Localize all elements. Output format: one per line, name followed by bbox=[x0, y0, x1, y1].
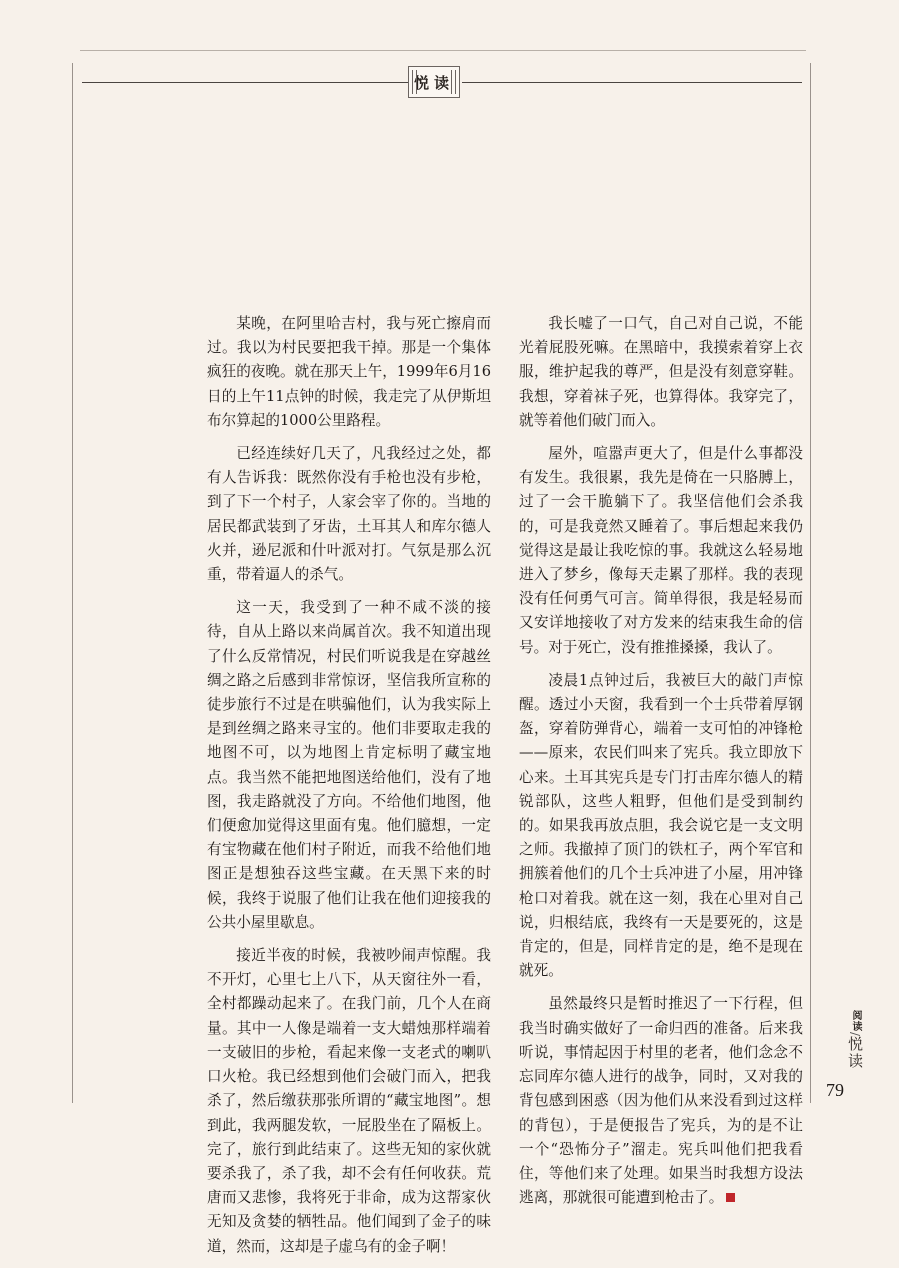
article-column-left bbox=[207, 312, 491, 1268]
magazine-masthead bbox=[826, 1010, 866, 1070]
left-border-rule bbox=[72, 63, 73, 1103]
section-badge bbox=[408, 66, 460, 98]
paragraph: 凌晨1点钟过后，我被巨大的敲门声惊醒。透过小天窗，我看到一个士兵带着厚钢盔，穿着防弹背心，端着一支可怕的冲锋枪——原来，农民们叫来了宪兵。我立即放下心来。土耳其宪兵是专门打击库尔德人的精锐部队，这些人粗野，但他们是受到制约的。如果我再放点胆，我会说它是一支文明之师。我撤掉了顶门的铁杠子，两个军官和拥簇着他们的几个士兵冲进了小屋，用冲锋枪口对着我。就在这一刻，我在心里对自己说，归根结底，我终有一天是要死的，这是肯定的，但是，同样肯定的是，绝不是现在就死。 bbox=[519, 671, 803, 980]
header-rule-left bbox=[82, 82, 408, 83]
paragraph-text: 虽然最终只是暂时推迟了一下行程，但我当时确实做好了一命归西的准备。后来我听说，事情起因于村里的老者，他们念念不忘同库尔德人进行的战争，同时，又对我的背包感到困惑（因为他们从来没看到过这样的背包），于是便报告了宪兵，为的是不让一个“恐怖分子”溜走。宪兵叫他们把我看住，等他们来了处理。如果当时我想方设法逃离，那就很可能遭到枪击了。 bbox=[519, 995, 803, 1207]
header-rule-right bbox=[462, 82, 802, 83]
paragraph: 这一天，我受到了一种不咸不淡的接待，自从上路以来尚属首次。我不知道出现了什么反常情况，村民们听说我是在穿越丝绸之路之后感到非常惊讶，坚信我所宣称的徒步旅行不过是在哄骗他们，认为我实际上是到丝绸之路来寻宝的。他们非要取走我的地图不可，以为地图上肯定标明了藏宝地点。我当然不能把地图送给他们，没有了地图，我走路就没了方向。不给他们地图，他们便愈加觉得这里面有鬼。他们臆想，一定有宝物藏在他们村子附近，而我不给他们地图正是想独吞这些宝藏。在天黑下来的时候，我终于说服了他们让我在他们迎接我的公共小屋里歇息。 bbox=[207, 599, 491, 931]
paragraph: 接近半夜的时候，我被吵闹声惊醒。我不开灯，心里七上八下，从天窗往外一看，全村都躁动起来了。在我门前，几个人在商量。其中一人像是端着一支大蜡烛那样端着一支破旧的步枪，看起来像一支老式的喇叭口火枪。我已经想到他们会破门而入，把我杀了，然后缴获那张所谓的“藏宝地图”。想到此，我两腿发软，一屁股坐在了隔板上。完了，旅行到此结束了。这些无知的家伙就要杀我了，杀了我，却不会有任何收获。荒唐而又悲惨，我将死于非命，成为这帮家伙无知及贪婪的牺牲品。他们闻到了金子的味道，然而，这却是子虚乌有的金子啊！ bbox=[207, 947, 491, 1255]
page-number: 79 bbox=[826, 1080, 844, 1100]
masthead-slash: / bbox=[848, 1032, 862, 1037]
masthead-small: 阅读 bbox=[850, 1010, 861, 1032]
paragraph: 某晚，在阿里哈吉村，我与死亡擦肩而过。我以为村民要把我干掉。那是一个集体疯狂的夜晚。就在那天上午，1999年6月16日的上午11点钟的时候，我走完了从伊斯坦布尔算起的1000公里路程。 bbox=[207, 315, 491, 429]
paragraph: 屋外，喧嚣声更大了，但是什么事都没有发生。我很累，我先是倚在一只胳膊上，过了一会干脆躺下了。我坚信他们会杀我的，可是我竟然又睡着了。事后想起来我仍觉得这是最让我吃惊的事。我就这么轻易地进入了梦乡，像每天走累了那样。我的表现没有任何勇气可言。简单得很，我是轻易而又安详地接收了对方发来的结束我生命的信号。对于死亡，没有推推搡搡，我认了。 bbox=[519, 445, 803, 656]
masthead-big: 悦读 bbox=[846, 1036, 864, 1071]
section-label: 悦读 bbox=[413, 73, 454, 92]
right-border-rule bbox=[810, 63, 811, 1103]
paragraph: 已经连续好几天了，凡我经过之处，都有人告诉我：既然你没有手枪也没有步枪，到了下一个村子，人家会宰了你的。当地的居民都武装到了牙齿，土耳其人和库尔德人火并，逊尼派和什叶派对打。气氛是那么沉重，带着逼人的杀气。 bbox=[207, 445, 491, 584]
top-rule bbox=[80, 50, 806, 51]
paragraph-last bbox=[519, 992, 803, 1210]
paragraph: 我长嘘了一口气，自己对自己说，不能光着屁股死嘛。在黑暗中，我摸索着穿上衣服，维护起我的尊严，但是没有刻意穿鞋。我想，穿着袜子死，也算得体。我穿完了，就等着他们破门而入。 bbox=[519, 315, 803, 429]
end-mark-icon bbox=[726, 1193, 735, 1202]
article-column-right bbox=[519, 312, 803, 1219]
